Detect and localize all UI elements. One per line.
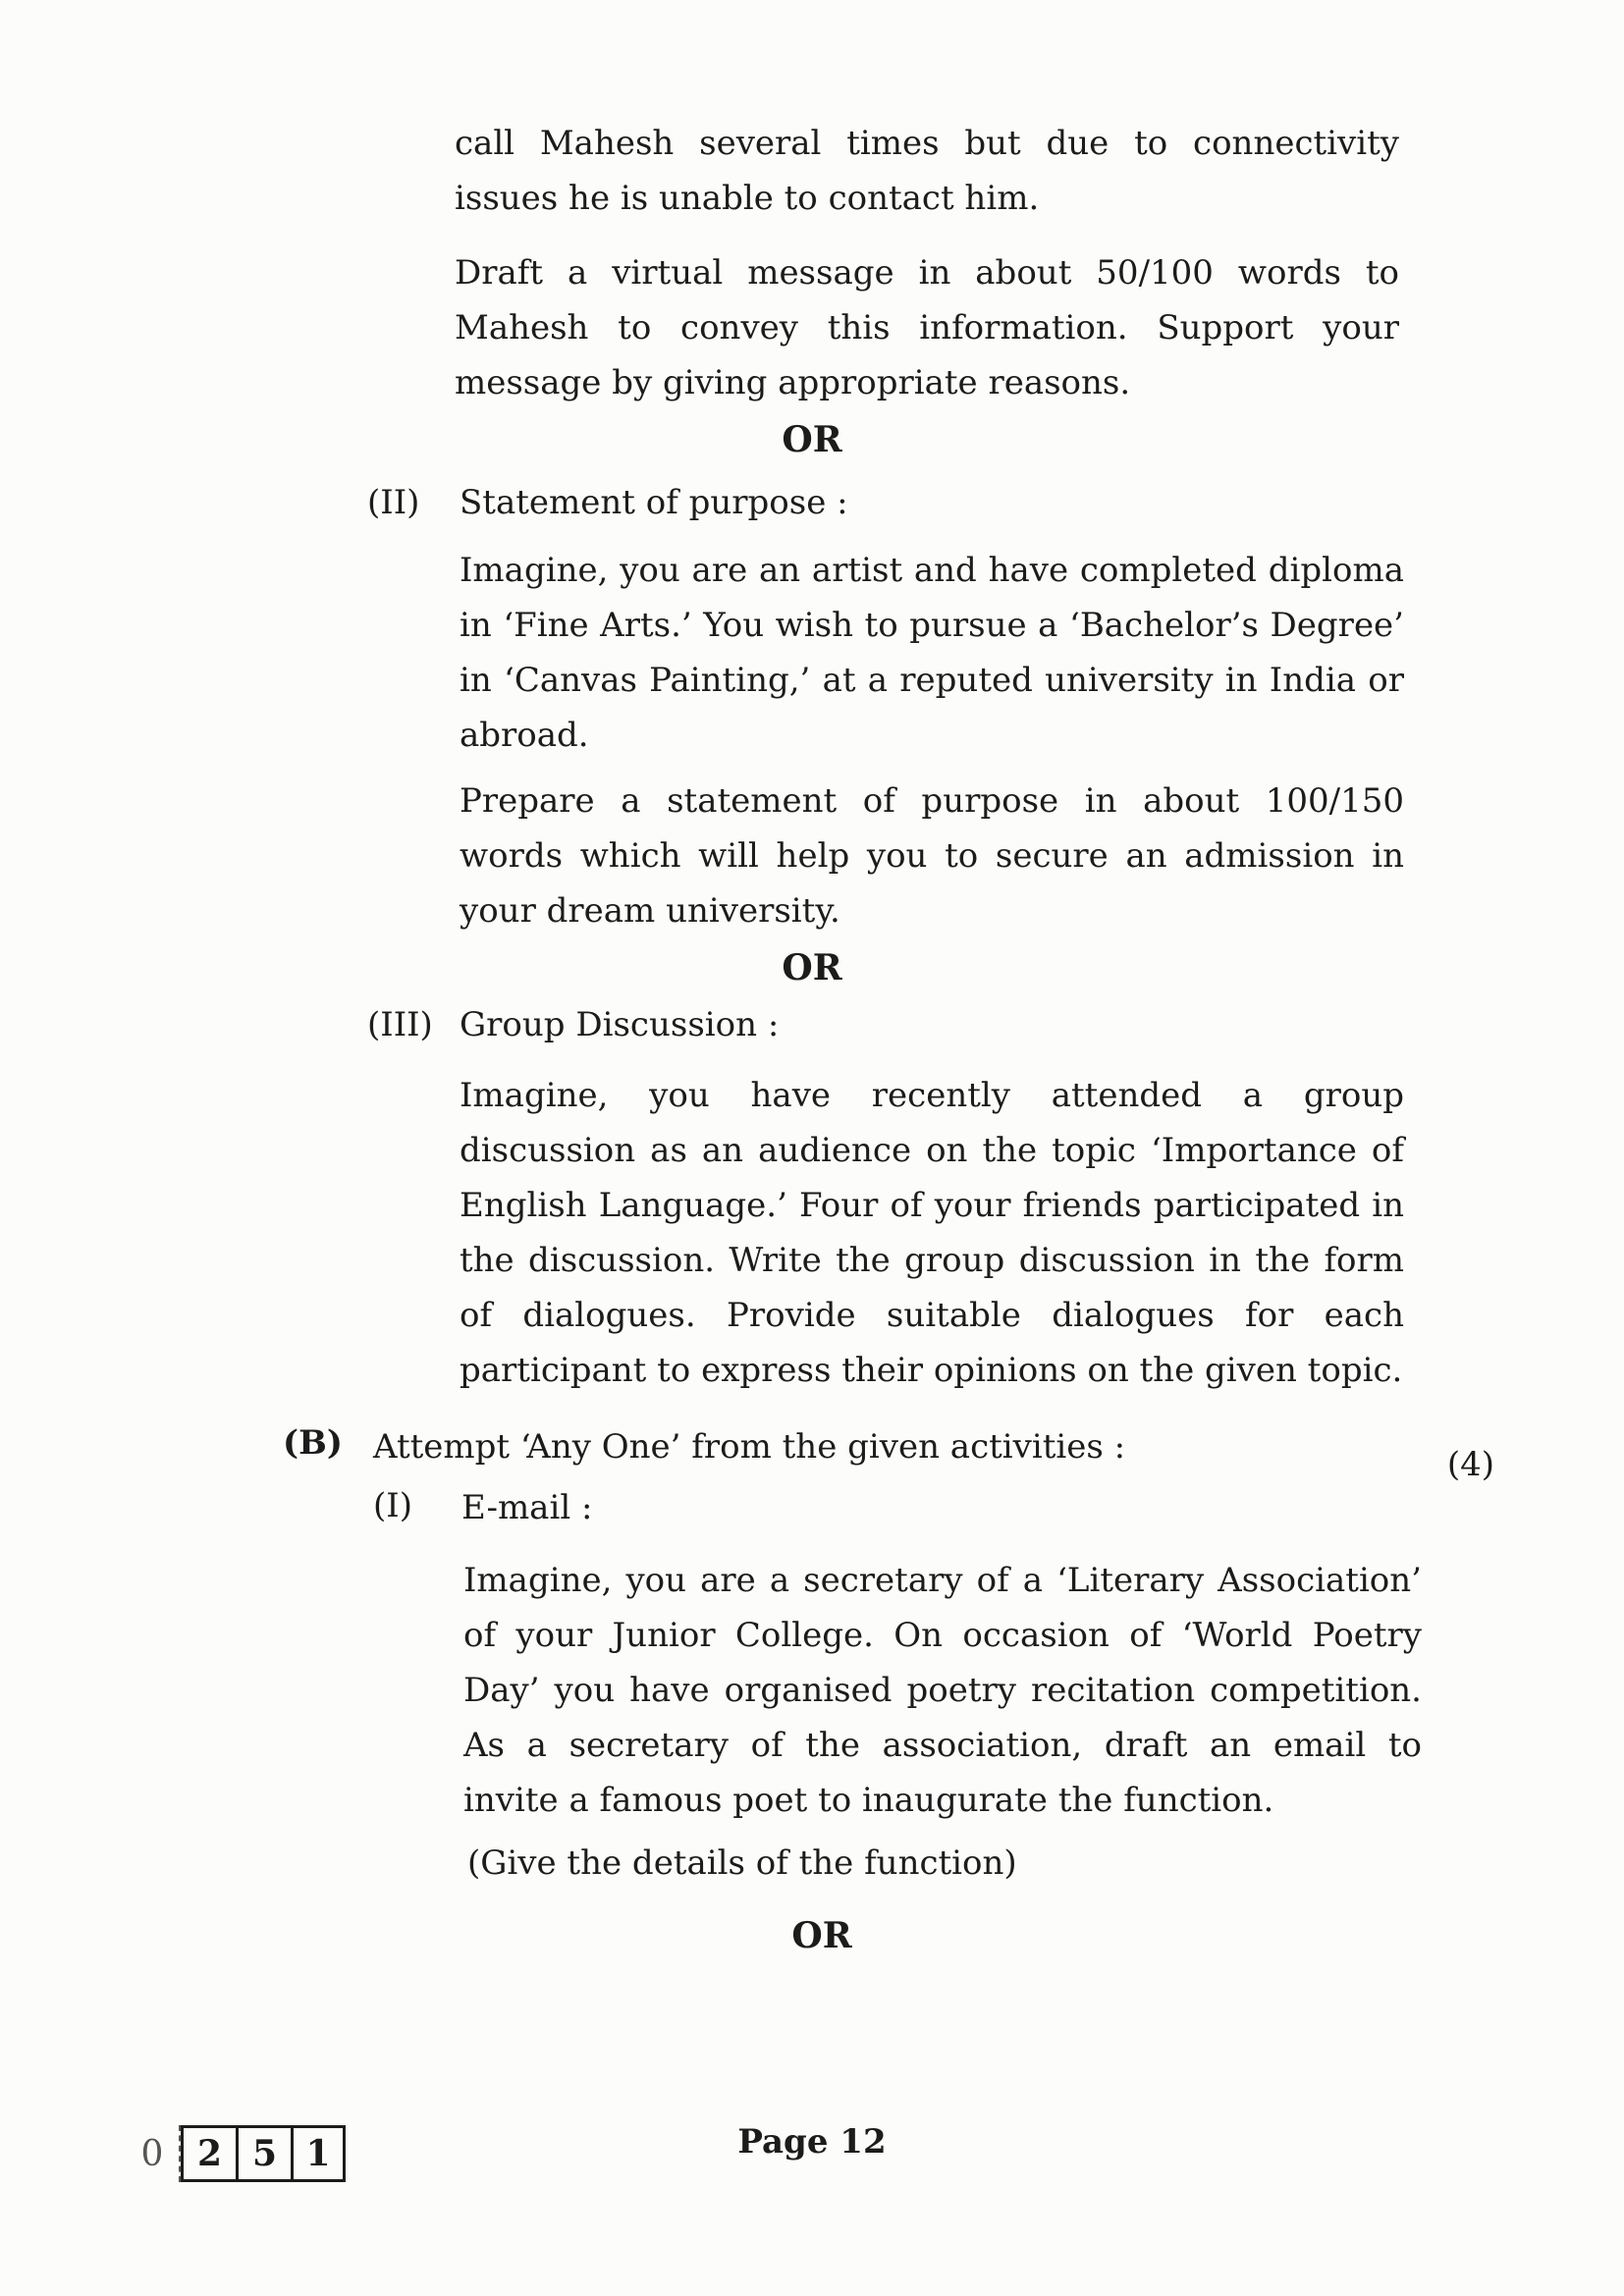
email-question-paragraph: Imagine, you are a secretary of a ‘Literary Association’ of your Junior College. On occasion of ‘World Poetry Day’ you have organised poetry recitation competition. As a secretary of the association, draft an email to invite a famous poet to inaugurate the function. [463,1561,1422,1820]
paper-code-digit: 0 [126,2125,181,2182]
paper-code-digit: 1 [291,2125,346,2182]
or-separator: OR [782,947,842,988]
statement-of-purpose-paragraph: Imagine, you are an artist and have completed diploma in ‘Fine Arts.’ You wish to pursue a ‘Bachelor’s Degree’ in ‘Canvas Painting,’ at a reputed university in India or abroad. [460,551,1404,755]
email-details-note: (Give the details of the function) [467,1843,1017,1883]
item-heading-email: E-mail : [461,1488,593,1527]
page-number: Page 12 [737,2122,887,2162]
item-heading-group-discussion: Group Discussion : [460,1005,780,1044]
or-separator: OR [782,419,842,460]
paper-code-digit: 2 [181,2125,236,2182]
marks-label: (4) [1446,1445,1494,1484]
continuation-paragraph: call Mahesh several times but due to connectivity issues he is unable to contact him. [455,124,1399,218]
section-label-B: (B) [283,1423,343,1463]
instruction-paragraph: Draft a virtual message in about 50/100 words to Mahesh to convey this information. Support your message by giving appropriate reasons. [455,253,1399,402]
item-number-III: (III) [367,1005,433,1044]
item-number-I: (I) [373,1486,412,1525]
item-heading-statement-of-purpose: Statement of purpose : [460,483,848,522]
statement-of-purpose-instruction: Prepare a statement of purpose in about 100/150 words which will help you to secure an admission in your dream university. [460,781,1404,931]
or-separator: OR [791,1915,852,1956]
paper-code-digit: 5 [236,2125,291,2182]
section-B-instruction: Attempt ‘Any One’ from the given activities : [373,1427,1126,1467]
item-number-II: (II) [367,483,420,522]
group-discussion-paragraph: Imagine, you have recently attended a group discussion as an audience on the topic ‘Importance of English Language.’ Four of your friends participated in the discussion. Write the group discussion in the form of dialogues. Provide suitable dialogues for each participant to express their opinions on the given topic. [460,1076,1404,1390]
